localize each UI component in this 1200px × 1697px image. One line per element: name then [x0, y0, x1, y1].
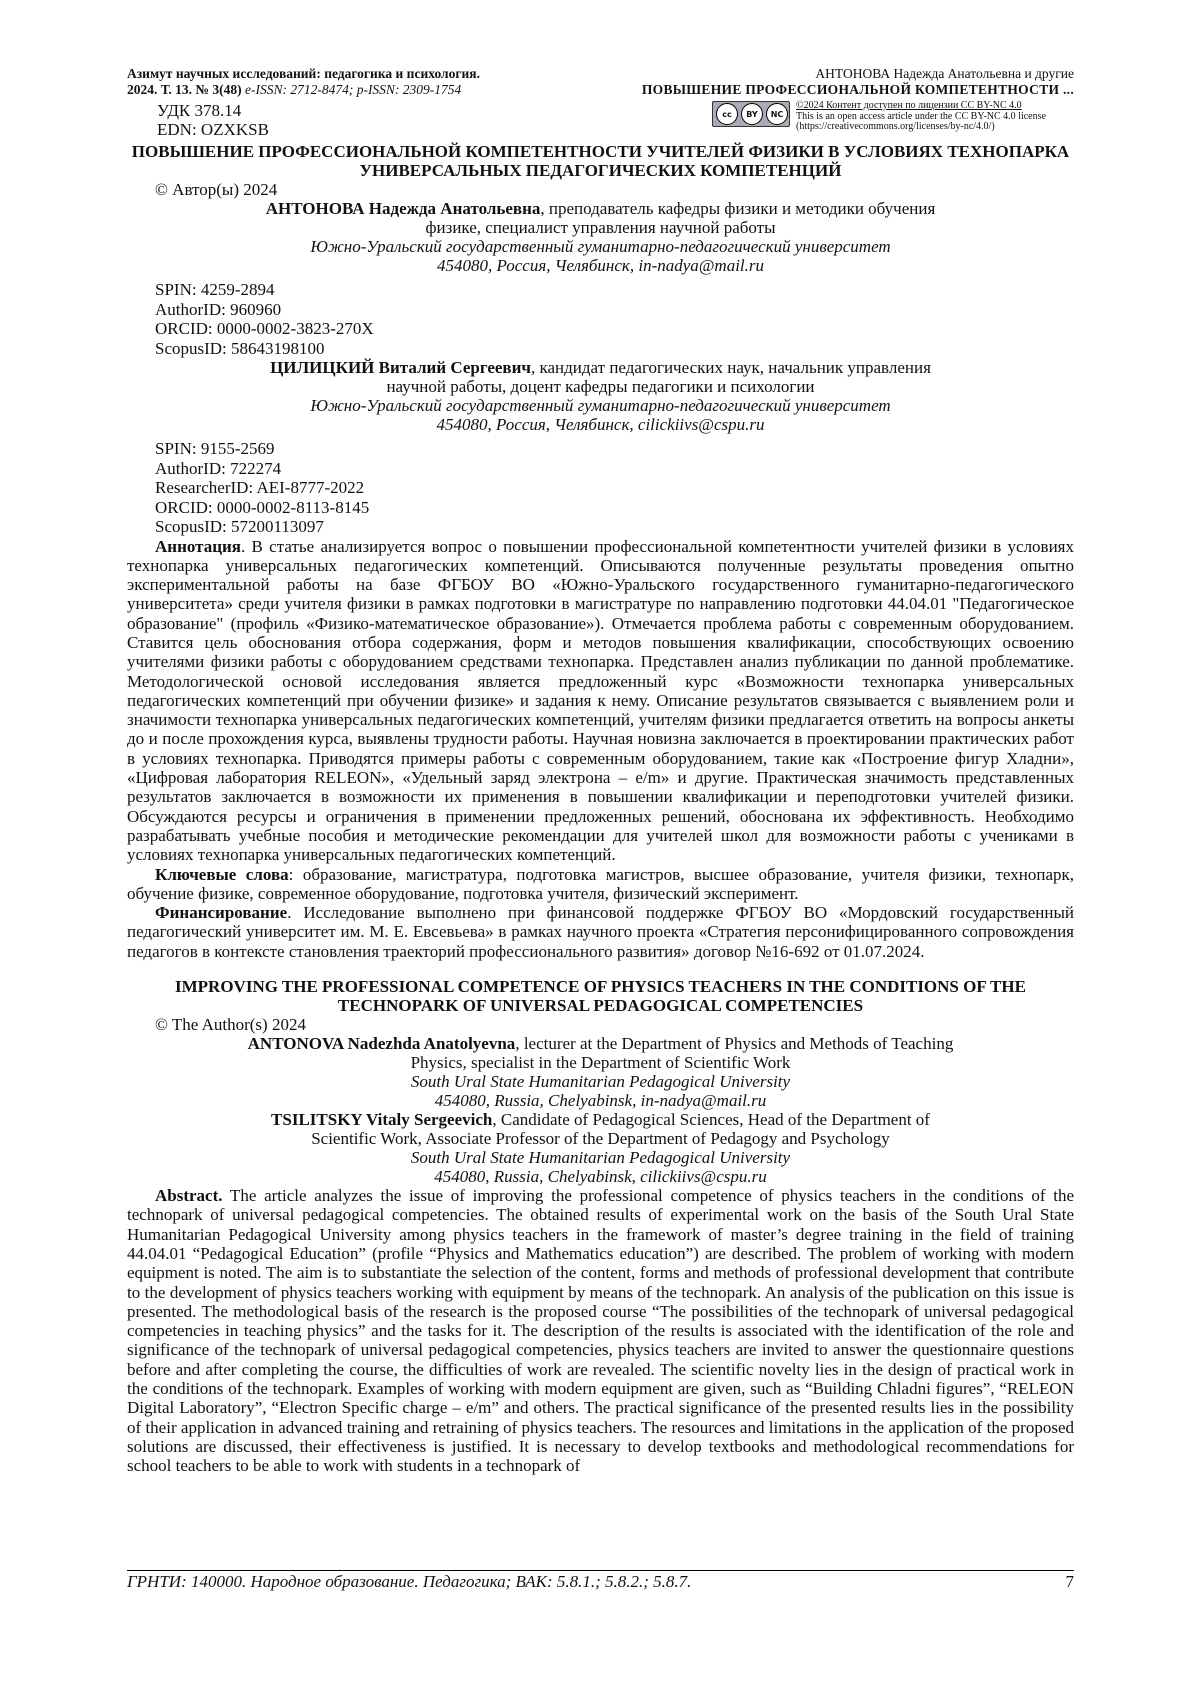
id-scopus: ScopusID: 57200113097: [155, 517, 324, 536]
id-scopus: ScopusID: 58643198100: [155, 338, 325, 358]
id-authorid: AuthorID: 722274: [155, 458, 282, 478]
journal-issue: 2024. Т. 13. № 3(48): [127, 82, 242, 97]
journal-issn: e-ISSN: 2712-8474; p-ISSN: 2309-1754: [244, 82, 462, 97]
author-name: ЦИЛИЦКИЙ Виталий Сергеевич: [270, 358, 531, 377]
author2-university-ru: Южно-Уральский государственный гуманитарно-педагогический университет: [310, 396, 891, 415]
author-position: , Candidate of Pedagogical Sciences, Head of the Department of Scientific Work, Associate Professor of the Department of Pedagogy and Psychology: [311, 1110, 930, 1149]
keywords-label: Ключевые слова: [155, 864, 289, 884]
abstract-text: The article analyzes the issue of improving the professional competence of physics teachers in the conditions of the technopark of universal pedagogical competencies. The obtained results of experimental work on the basis of the South Ural State Humanitarian Pedagogical University among physics teachers in the framework of master’s degree training in the field of training 44.04.01 “Pedagogical Education” (profile “Physics and Mathematics education”) are described. The problem of working with modern equipment is noted. The aim is to substantiate the selection of the content, forms and methods of professional development that contribute to the development of physics teachers working with equipment by means of the technopark. An analysis of the publication on this issue is presented. The methodological basis of the research is the proposed course “The possibilities of the technopark of universal pedagogical competencies in teaching physics” and the tasks for it. The description of the results is associated with the identification of the role and significance of the technopark of universal pedagogical competencies, physics teachers are invited to answer the questionnaire questions before and after completing the course, the difficulties of work are revealed. The scientific novelty lies in the design of practical work in the conditions of the technopark. Examples of working with modern equipment are given, such as “Building Chladni figures”, “RELEON Digital Laboratory”, “Electron Specific charge – e/m” and others. The practical significance of the presented results lies in the possibility of their application in advanced training and retraining of physics teachers. The resources and limitations in the application of the proposed solutions are discussed, their effectiveness is justified. It is necessary to develop textbooks and methodological recommendations for school teachers to be able to work with students in a technopark of: [127, 1186, 1074, 1476]
copyright-ru: © Автор(ы) 2024: [155, 180, 278, 199]
license-line-2: This is an open access article under the CC BY-NC 4.0 license: [796, 110, 1046, 122]
page-footer: [127, 1570, 1074, 1592]
abstract-en: [127, 1186, 1074, 1475]
author1-address-en: 454080, Russia, Chelyabinsk, in-nadya@mail.ru: [434, 1091, 767, 1111]
page-number: 7: [1065, 1572, 1074, 1591]
edn: EDN: OZXKSB: [157, 120, 269, 139]
abstract-ru: [127, 537, 1074, 865]
id-authorid: AuthorID: 960960: [155, 299, 282, 319]
author1-ids: [127, 280, 1074, 358]
abstract-label: Аннотация: [155, 536, 241, 556]
funding-label: Финансирование: [155, 903, 288, 923]
by-icon: BY: [741, 103, 763, 125]
author2-ids: [127, 439, 1074, 537]
author1-university-en: South Ural State Humanitarian Pedagogical University: [410, 1072, 791, 1092]
keywords-text: : образование, магистратура, подготовка магистров, высшее образование, учителя физики, технопарк, обучение физике, современное оборудование, подготовка учителя, физический эксперимент.: [127, 864, 1074, 903]
author1-ru: [127, 199, 1074, 237]
udk: УДК 378.14: [157, 101, 242, 120]
author2-ru: [127, 358, 1074, 396]
id-spin: SPIN: 4259-2894: [155, 280, 275, 299]
author2-address-en: 454080, Russia, Chelyabinsk, cilickiivs@cspu.ru: [434, 1167, 767, 1187]
license-line-3[interactable]: (https://creativecommons.org/licenses/by-nc/4.0/): [796, 121, 995, 132]
article-title-en: IMPROVING THE PROFESSIONAL COMPETENCE OF PHYSICS TEACHERS IN THE CONDITIONS OF THE TECHNOPARK OF UNIVERSAL PEDAGOGICAL COMPETENCIES: [175, 977, 1026, 1016]
header-title: ПОВЫШЕНИЕ ПРОФЕССИОНАЛЬНОЙ КОМПЕТЕНТНОСТИ ...: [641, 82, 1074, 97]
cc-by-nc-badge: [712, 101, 790, 127]
author1-en: [127, 1034, 1074, 1072]
article-title-ru: ПОВЫШЕНИЕ ПРОФЕССИОНАЛЬНОЙ КОМПЕТЕНТНОСТИ УЧИТЕЛЕЙ ФИЗИКИ В УСЛОВИЯХ ТЕХНОПАРКА УНИВЕРСАЛЬНЫХ ПЕДАГОГИЧЕСКИХ КОМПЕТЕНЦИЙ: [131, 142, 1070, 180]
author2-en: [127, 1110, 1074, 1148]
funding-ru: [127, 903, 1074, 961]
footer-classification: ГРНТИ: 140000. Народное образование. Педагогика; ВАК: 5.8.1.; 5.8.2.; 5.8.7.: [127, 1572, 692, 1591]
author2-university-en: South Ural State Humanitarian Pedagogical University: [410, 1148, 791, 1168]
page: [127, 66, 1074, 1475]
copyright-en: © The Author(s) 2024: [155, 1015, 306, 1035]
id-spin: SPIN: 9155-2569: [155, 439, 275, 458]
journal-name: Азимут научных исследований: педагогика и психология.: [127, 66, 480, 81]
author1-university-ru: Южно-Уральский государственный гуманитарно-педагогический университет: [310, 237, 891, 256]
author2-address-ru: 454080, Россия, Челябинск, cilickiivs@cspu.ru: [436, 415, 765, 434]
id-orcid: ORCID: 0000-0002-8113-8145: [155, 497, 370, 517]
article-info: [642, 66, 1074, 98]
journal-info: [127, 66, 480, 98]
cc-icon: cc: [716, 103, 738, 125]
running-header: [127, 66, 1074, 98]
author-position: , кандидат педагогических наук, начальник управления научной работы, доцент кафедры педагогики и психологии: [386, 358, 931, 396]
author-name: ANTONOVA Nadezhda Anatolyevna: [247, 1034, 516, 1054]
abstract-text: . В статье анализируется вопрос о повышении профессиональной компетентности учителей физики в условиях технопарка универсальных педагогических компетенций. Описываются полученные результаты проведения опытно экспериментальной работы на базе ФГБОУ ВО «Южно-Уральского государственного гуманитарно-педагогического университета» среди учителя физики в рамках подготовки в магистратуре по направлению подготовки 44.04.01 "Педагогическое образование" (профиль «Физико-математическое образование»). Отмечается проблема работы с современным оборудованием. Ставится цель обоснования отбора содержания, форм и методов повышения квалификации, способствующих освоению учителями физики работы с оборудованием средствами технопарка. Представлен анализ публикации по данной проблематике. Методологической основой исследования является предложенный курс «Возможности технопарка универсальных педагогических компетенций при обучении физике» и задания к нему. Описание результатов связывается с выявлением роли и значимости технопарка универсальных педагогических компетенций, учителям физики предлагается ответить на вопросы анкеты до и после прохождения курса, выявлены трудности работы. Научная новизна заключается в проектировании практических работ в условиях технопарка. Приводятся примеры работы с современным оборудованием, такие как «Построение фигур Хладни», «Цифровая лаборатория RELEON», «Удельный заряд электрона – e/m» и другие. Практическая значимость представленных результатов заключается в возможности их применения в повышении квалификации и переподготовки учителей физики. Обсуждаются ресурсы и ограничения в применении предложенных решений, обоснована их эффективность. Необходимо разрабатывать учебные пособия и методические рекомендации для учителей школ для возможности работы с учениками в условиях технопарка универсальных педагогических компетенций.: [127, 536, 1074, 865]
nc-icon: NC: [766, 103, 788, 125]
author-position: , lecturer at the Department of Physics and Methods of Teaching Physics, specialist in the Department of Scientific Work: [410, 1034, 954, 1073]
author-name: TSILITSKY Vitaly Sergeevich: [271, 1110, 493, 1130]
id-orcid: ORCID: 0000-0002-3823-270X: [155, 319, 374, 338]
license-line-1: ©2024 Контент доступен по лицензии CC BY-NC 4.0: [796, 100, 1022, 111]
author-position: , преподаватель кафедры физики и методики обучения физике, специалист управления научной работы: [425, 199, 936, 237]
id-researcherid: ResearcherID: AEI-8777-2022: [155, 478, 365, 497]
header-authors: АНТОНОВА Надежда Анатольевна и другие: [815, 66, 1074, 81]
license-block: [712, 101, 1074, 139]
funding-text: . Исследование выполнено при финансовой поддержке ФГБОУ ВО «Мордовский государственный педагогический университет им. М. Е. Евсевьева» в рамках научного проекта «Стратегия персонифицированного сопровождения педагогов в контексте становления траекторий профессионального развития» договор №16-692 от 01.07.2024.: [127, 903, 1074, 961]
author1-address-ru: 454080, Россия, Челябинск, in-nadya@mail.ru: [436, 256, 765, 275]
abstract-label: Abstract.: [155, 1186, 223, 1206]
keywords-ru: [127, 865, 1074, 904]
author-name: АНТОНОВА Надежда Анатольевна: [265, 199, 541, 218]
